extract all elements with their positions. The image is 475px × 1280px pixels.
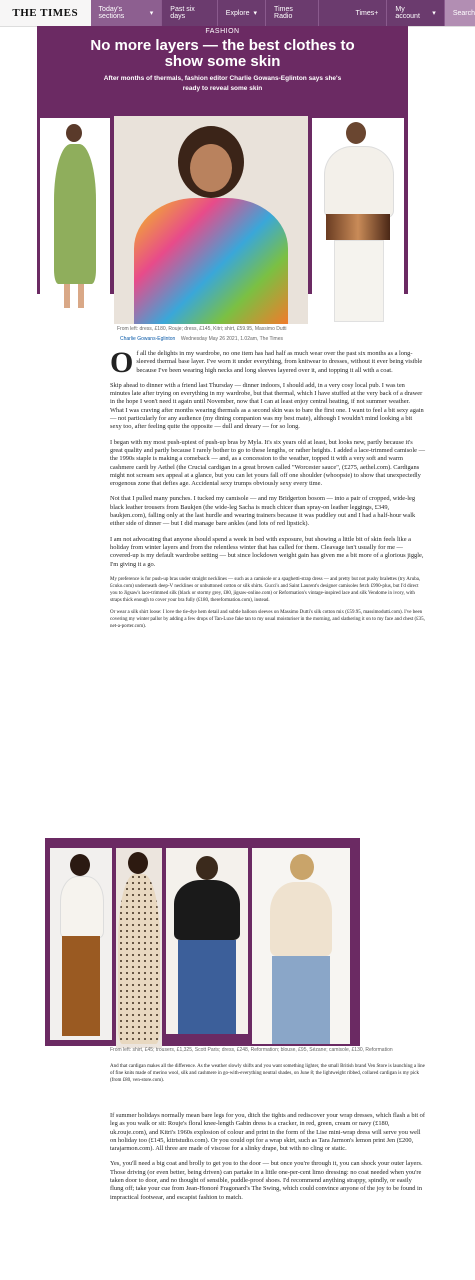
publish-date: Wednesday May 26 2021, 1.02am, The Times bbox=[180, 336, 283, 342]
article-body-continued bbox=[110, 1063, 425, 1089]
paragraph: Yes, you'll need a big coat and brolly to get you to the door — but once you're through it, you can shock your outer layers. Those driving (or even better, being driven) can partake in a little one-per-cent limo dressing: no coat needed when you're taken door to door, and no thought of sensible, puddle-proof shoes. I'd recommend anything strappy, spindly, or easily flung off; take your cue from Jean-Honoré Fragonard's The Swing, which could convince anyone of the joy to be found in impractical footwear, and escapist fashion to match. bbox=[110, 1160, 423, 1201]
nav-times-plus[interactable]: Times+ bbox=[347, 0, 387, 26]
paragraph: I began with my most push-upiest of push-up bras by Myla. It's six years old at least, but looks new, partly because it's great quality and partly because I rarely bother to go to these lengths, or rather heights. I added a lace-trimmed camisole — the 1990s staple is making a comeback — and, as a concession to the weather, topped it with a very soft and warm cashmere cardi by Aethel (the Crucial cardigan in a great brown called "Worcester sauce", (£275, aethel.com). Cardigans might not scream sex appeal at a glance, but you can let yours fall off one shoulder (whoopsie) to show that unexpectedly erogenous zone that defies age. Accidental sexy trumps obviously sexy every time. bbox=[110, 438, 425, 488]
chevron-down-icon: ▾ bbox=[432, 10, 436, 17]
paragraph: I am not advocating that anyone should spend a week in bed with exposure, but showing a little bit of skin feels like a holiday from winter layers and from the relentless winter that has called for them. Cleavage isn't usually for me — covered-up is my default wardrobe setting — but since lockdown weight gain has given me a bit more of a glorious jiggle, I'm giving it a go. bbox=[110, 535, 424, 568]
hero-photo-right bbox=[312, 118, 404, 326]
nav-spacer bbox=[319, 0, 347, 26]
hero-caption: From left: dress, £180, Rouje; dress, £145, Kitri; shirt, £59.95, Massimo Dutti bbox=[117, 326, 287, 332]
drop-cap: O bbox=[110, 346, 134, 379]
search-button[interactable]: Search bbox=[445, 0, 475, 26]
article-standfirst: After months of thermals, fashion editor Charlie Gowans-Eglinton says she's ready to reveal some skin bbox=[103, 75, 342, 92]
nav-explore[interactable]: Explore ▾ bbox=[218, 0, 266, 26]
author-link[interactable]: Charlie Gowans-Eglinton bbox=[120, 336, 176, 342]
nav-my-account[interactable]: My account ▾ bbox=[387, 0, 444, 26]
gallery-photo-2 bbox=[116, 848, 162, 1048]
paragraph: Skip ahead to dinner with a friend last Thursday — dinner indoors, I should add, in a very cosy local pub. I was ten minutes late after trying on everything in my wardrobe, but that thermal, which I have stuffed at the very back of a drawer in the hope I won't need it again until November, now that I can at least enjoy central heating, if not summer weather. What I was craving after months wearing thermals as a second skin was to bare the first one. I want to feel a bit sexy again — not particularly for any audience (my dining companion was my best mate), although I wouldn't mind looking a bit sexy too, after feeling quite the opposite — dull and dreary — for so long. bbox=[110, 381, 424, 431]
hero-photo-center bbox=[114, 116, 308, 324]
byline bbox=[120, 336, 420, 342]
logo-text: THE TIMES bbox=[12, 7, 79, 19]
paragraph: My preference is for push-up bras under straight necklines — such as a camisole or a spaghetti-strap dress — and pretty but not pushy bralettes (try Aruba, £cuko.com) underneath deep-V necklines or unbuttoned cotton or silk shirts. Gucci's and Saint Laurent's designer camisoles fetch £990-plus, but I'd direct you to Jigsaw's lace-trimmed silk (black or stormy grey, £80, jigsaw-online.com) or Reformation's vintage-inspired lace and silk Vendome in ivory, with straps thick enough to cover your bra fully (£180, thereformation.com), instead. bbox=[110, 576, 421, 603]
article-body bbox=[110, 346, 425, 635]
section-kicker: FASHION bbox=[205, 28, 240, 35]
gallery-photo-1 bbox=[50, 848, 112, 1040]
paragraph: And that cardigan makes all the difference. As the weather slowly shifts and you want something lighter, the small British brand Ven Store is launching a line of fine knits made of merino wool, silk and cashmere in go-with-everything neutral shades, on June 8; the lightweight ribbed, collared cardigan is my pick (from £80, ven-store.com). bbox=[110, 1064, 425, 1083]
nav-times-radio[interactable]: Times Radio bbox=[266, 0, 319, 26]
paragraph: Of all the delights in my wardrobe, no one item has had half as much wear over the past six months as a long-sleeved thermal base layer. I've worn it under everything, from knitwear to dresses, without it ever being visible because I've been wearing high necks and long sleeves layered over it, and topping it all with a coat. bbox=[110, 346, 423, 379]
gallery-caption: From left: shirt, £45; trousers, £1,325, Scott Paris; dress, £248, Reformation; blouse, £95, Sézane; camisole, £130, Reformation bbox=[110, 1047, 393, 1053]
times-logo[interactable] bbox=[0, 0, 91, 26]
article-title: No more layers — the best clothes to show some skin bbox=[90, 37, 355, 70]
chevron-down-icon: ▾ bbox=[149, 10, 154, 17]
article-body-final bbox=[110, 1112, 425, 1209]
chevron-down-icon: ▾ bbox=[253, 10, 258, 17]
top-nav bbox=[0, 0, 475, 27]
gallery-photo-3 bbox=[166, 848, 248, 1034]
hero-photo-left bbox=[40, 118, 110, 318]
nav-past-six-days[interactable]: Past six days bbox=[162, 0, 218, 26]
paragraph: Or wear a silk shirt loose: I love the tie-dye hem detail and subtle balloon sleeves on Massimo Dutti's silk cotton mix (£59.95, massimodutti.com). I've been covering my winter pallor by adding a few drops of Tan-Luxe fake tan to my usual moisturiser in the morning, and slathering it on to my face and chest (£35, net-a-porter.com). bbox=[110, 609, 425, 629]
gallery-photo-4 bbox=[252, 848, 350, 1044]
paragraph: Not that I pulled many punches. I tucked my camisole — and my Bridgerton bosom — into a pair of cropped, wide-leg black leather trousers from Baukjen (the wide-leg Sacha is much chicer than spray-on leather leggings, £349, baukjen.com), falling only at the last hurdle and wearing trainers because it was puddley out and I had a half-hour walk either side of dinner — but I did manage bare ankles (and lots of red lipstick). bbox=[110, 495, 416, 528]
paragraph: If summer holidays normally mean bare legs for you, ditch the tights and rediscover your wrap dresses, which flash a bit of leg as you walk or sit: Rouje's floral knee-length Gabin dress is a cracker, in red, green, cream or navy (£180, uk.rouje.com), and Kitri's 1960s explosion of colour and print in the form of the Lise mini-wrap dress will serve you well on holiday too (£145, kitristudio.com). Or you could opt for a wrap skirt, such as Tara Jarmon's lemon print Jen (£200, tarajarmon.com). All three are made of viscose for a slinky drape, but with no cling or static. bbox=[110, 1112, 426, 1153]
nav-todays-sections[interactable]: Today's sections ▾ bbox=[91, 0, 163, 26]
